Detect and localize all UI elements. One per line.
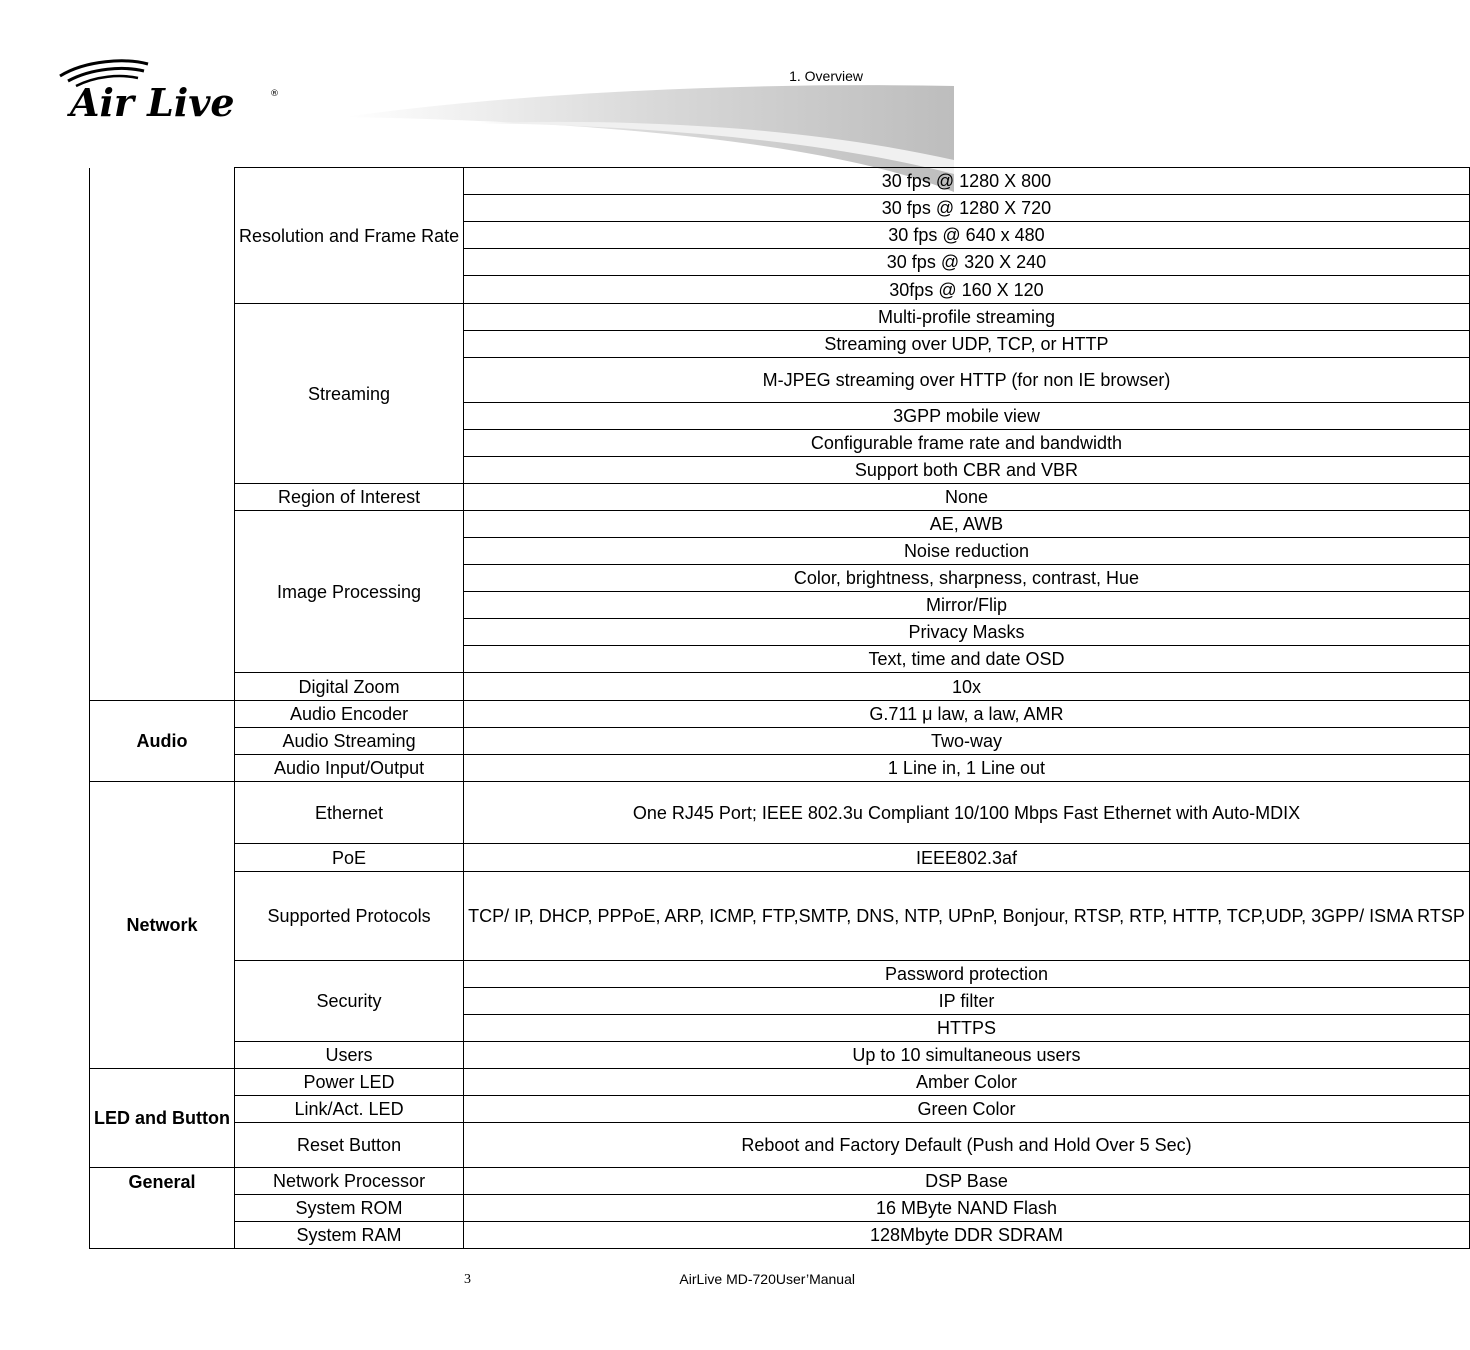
airlive-logo <box>56 56 286 126</box>
spec-value: Reboot and Factory Default (Push and Hold Over 5 Sec) <box>464 1123 1470 1168</box>
spec-value: One RJ45 Port; IEEE 802.3u Compliant 10/100 Mbps Fast Ethernet with Auto-MDIX <box>464 782 1470 844</box>
table-row <box>90 1042 1470 1069</box>
feature-resolution-and-frame-rate: Resolution and Frame Rate <box>234 168 463 304</box>
spec-value: 30 fps @ 640 x 480 <box>464 222 1470 249</box>
manual-title: AirLive MD-720User’Manual <box>679 1271 855 1287</box>
spec-value: Amber Color <box>464 1069 1470 1096</box>
feature-region-of-interest: Region of Interest <box>234 484 463 511</box>
svg-text:Air Live: Air Live <box>70 80 235 125</box>
spec-value: None <box>464 484 1470 511</box>
feature-power-led: Power LED <box>234 1069 463 1096</box>
table-row <box>90 673 1470 701</box>
table-row <box>90 755 1470 782</box>
spec-value: TCP/ IP, DHCP, PPPoE, ARP, ICMP, FTP,SMTP, DNS, NTP, UPnP, Bonjour, RTSP, RTP, HTTP, TCP,UDP, 3GPP/ ISMA RTSP <box>464 872 1470 961</box>
feature-supported-protocols: Supported Protocols <box>234 872 463 961</box>
spec-value: Text, time and date OSD <box>464 646 1470 673</box>
table-row <box>90 168 1470 195</box>
spec-value: Mirror/Flip <box>464 592 1470 619</box>
spec-value: IEEE802.3af <box>464 844 1470 872</box>
table-row <box>90 1096 1470 1123</box>
table-row <box>90 1123 1470 1168</box>
feature-streaming: Streaming <box>234 304 463 484</box>
table-row <box>90 701 1470 728</box>
spec-value: 10x <box>464 673 1470 701</box>
feature-poe: PoE <box>234 844 463 872</box>
spec-value: 3GPP mobile view <box>464 403 1470 430</box>
category-cell <box>90 168 235 701</box>
page-number: 3 <box>464 1272 471 1287</box>
spec-table <box>89 167 1470 1249</box>
spec-value: Noise reduction <box>464 538 1470 565</box>
spec-value: Up to 10 simultaneous users <box>464 1042 1470 1069</box>
feature-audio-input-output: Audio Input/Output <box>234 755 463 782</box>
table-row <box>90 844 1470 872</box>
table-row <box>90 961 1470 988</box>
feature-image-processing: Image Processing <box>234 511 463 673</box>
table-row <box>90 484 1470 511</box>
table-row <box>90 1168 1470 1195</box>
svg-text:®: ® <box>270 89 279 99</box>
spec-value: 128Mbyte DDR SDRAM <box>464 1222 1470 1249</box>
category-audio: Audio <box>90 701 235 782</box>
feature-link-act-led: Link/Act. LED <box>234 1096 463 1123</box>
spec-value: Support both CBR and VBR <box>464 457 1470 484</box>
spec-value: Green Color <box>464 1096 1470 1123</box>
spec-value: 30fps @ 160 X 120 <box>464 276 1470 304</box>
spec-value: 30 fps @ 1280 X 720 <box>464 195 1470 222</box>
table-row <box>90 782 1470 844</box>
feature-network-processor: Network Processor <box>234 1168 463 1195</box>
spec-value: Password protection <box>464 961 1470 988</box>
table-row <box>90 1195 1470 1222</box>
feature-users: Users <box>234 1042 463 1069</box>
spec-value: AE, AWB <box>464 511 1470 538</box>
table-row <box>90 511 1470 538</box>
feature-audio-streaming: Audio Streaming <box>234 728 463 755</box>
spec-value: DSP Base <box>464 1168 1470 1195</box>
spec-value: Streaming over UDP, TCP, or HTTP <box>464 331 1470 358</box>
spec-value: 16 MByte NAND Flash <box>464 1195 1470 1222</box>
feature-system-ram: System RAM <box>234 1222 463 1249</box>
table-row <box>90 304 1470 331</box>
spec-value: 30 fps @ 1280 X 800 <box>464 168 1470 195</box>
spec-value: Color, brightness, sharpness, contrast, Hue <box>464 565 1470 592</box>
spec-value: 1 Line in, 1 Line out <box>464 755 1470 782</box>
spec-value: G.711 μ law, a law, AMR <box>464 701 1470 728</box>
spec-value: IP filter <box>464 988 1470 1015</box>
table-row <box>90 1069 1470 1096</box>
spec-value: HTTPS <box>464 1015 1470 1042</box>
feature-system-rom: System ROM <box>234 1195 463 1222</box>
feature-security: Security <box>234 961 463 1042</box>
spec-value: Privacy Masks <box>464 619 1470 646</box>
spec-value: M-JPEG streaming over HTTP (for non IE browser) <box>464 358 1470 403</box>
section-title: 1. Overview <box>789 68 863 84</box>
table-row <box>90 1222 1470 1249</box>
spec-value: Two-way <box>464 728 1470 755</box>
feature-reset-button: Reset Button <box>234 1123 463 1168</box>
table-row <box>90 872 1470 961</box>
spec-value: 30 fps @ 320 X 240 <box>464 249 1470 276</box>
category-led: LED and Button <box>90 1069 235 1168</box>
category-network: Network <box>90 782 235 1069</box>
category-general: General <box>90 1168 235 1249</box>
spec-value: Configurable frame rate and bandwidth <box>464 430 1470 457</box>
spec-value: Multi-profile streaming <box>464 304 1470 331</box>
table-row <box>90 728 1470 755</box>
feature-ethernet: Ethernet <box>234 782 463 844</box>
feature-audio-encoder: Audio Encoder <box>234 701 463 728</box>
feature-digital-zoom: Digital Zoom <box>234 673 463 701</box>
